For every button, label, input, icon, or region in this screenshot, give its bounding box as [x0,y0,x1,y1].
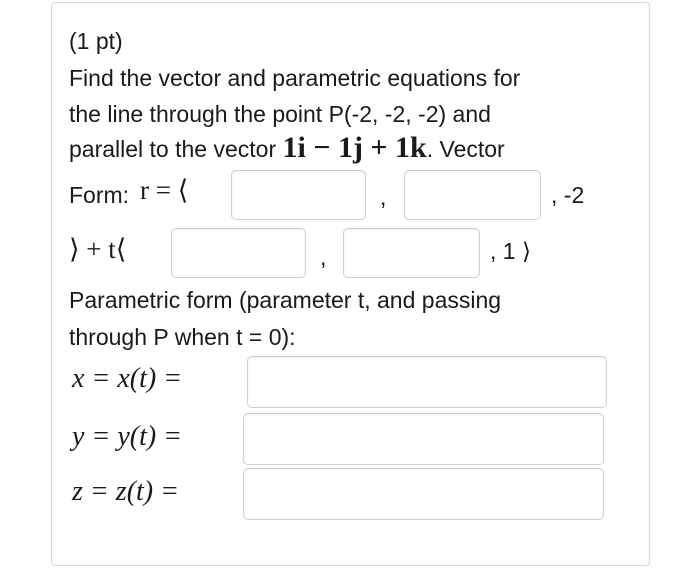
form-label: Form: [69,182,130,208]
parametric-text-line-2: through P when t = 0): [69,324,296,350]
z-equation-label: z = z(t) = [72,476,180,507]
points-label: (1 pt) [69,28,123,54]
close-plus-t: ⟩ + t⟨ [69,234,127,264]
line3-prefix: parallel to the vector [69,136,277,162]
dir-y-input[interactable] [343,228,480,278]
point-y-input[interactable] [404,170,541,220]
point-x-input[interactable] [231,170,366,220]
problem-text-line-3 [69,133,505,164]
x-equation-label: x = x(t) = [72,363,183,394]
parametric-text-line-1: Parametric form (parameter t, and passing [69,287,502,313]
problem-text-line-1: Find the vector and parametric equations for [69,65,521,91]
z-of-t-input[interactable] [243,468,604,520]
x-of-t-input[interactable] [247,356,607,408]
line3-suffix: . Vector [426,136,505,162]
y-of-t-input[interactable] [243,413,604,465]
dir-x-input[interactable] [171,228,306,278]
problem-text-line-2: the line through the point P(-2, -2, -2) and [69,101,491,127]
r-equals: r = ⟨ [140,175,189,205]
comma-1: , [380,184,387,210]
point-z-value: , -2 [551,182,585,208]
y-equation-label: y = y(t) = [72,421,183,452]
direction-vector: 1i − 1j + 1k [282,131,427,164]
dir-z-value: , 1 ⟩ [490,238,531,264]
comma-2: , [320,244,327,270]
